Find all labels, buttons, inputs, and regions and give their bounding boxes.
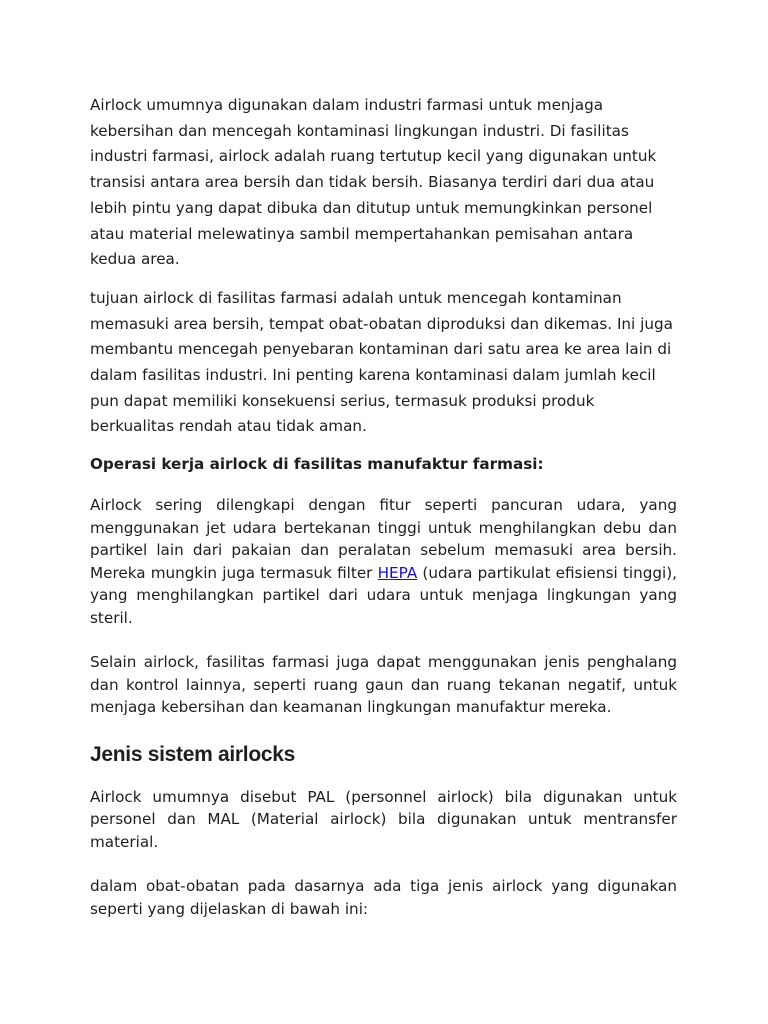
- purpose-paragraph: tujuan airlock di fasilitas farmasi adalah untuk mencegah kontaminan memasuki area bersih, tempat obat-obatan diproduksi dan dikemas. Ini juga membantu mencegah penyebaran kontaminan dari satu area ke area lain di dalam fasilitas industri. Ini penting karena kontaminasi dalam jumlah kecil pun dapat memiliki konsekuensi serius, termasuk produksi produk berkualitas rendah atau tidak aman.: [90, 288, 673, 436]
- hepa-link[interactable]: HEPA: [377, 563, 418, 582]
- document-body: [90, 93, 677, 942]
- intro-paragraph: Airlock umumnya digunakan dalam industri farmasi untuk menjaga kebersihan dan mencegah kontaminasi lingkungan industri. Di fasilitas industri farmasi, airlock adalah ruang tertutup kecil yang digunakan untuk transisi antara area bersih dan tidak bersih. Biasanya terdiri dari dua atau lebih pintu yang dapat dibuka dan ditutup untuk memungkinkan personel atau material melewatinya sambil mempertahankan pemisahan antara kedua area.: [90, 96, 657, 269]
- section-subheading: Operasi kerja airlock di fasilitas manufaktur farmasi:: [90, 455, 544, 474]
- air-shower-text-before: Airlock sering dilengkapi dengan fitur seperti pancuran udara, yang menggunakan jet udara bertekanan tinggi untuk menghilangkan debu dan partikel lain dari pakaian dan peralatan sebelum memasuki area bersih. Mereka mungkin juga termasuk filter: [90, 496, 677, 582]
- air-shower-text-after: (udara partikulat efisiensi tinggi), yang menghilangkan partikel dari udara untuk menjaga lingkungan yang steril.: [90, 563, 678, 627]
- airlock-types-heading: Jenis sistem airlocks: [90, 742, 295, 766]
- air-shower-paragraph: [90, 494, 677, 629]
- other-barriers-paragraph: Selain airlock, fasilitas farmasi juga dapat menggunakan jenis penghalang dan kontrol lainnya, seperti ruang gaun dan ruang tekanan negatif, untuk menjaga kebersihan dan keamanan lingkungan manufaktur mereka.: [90, 653, 677, 717]
- three-types-paragraph: dalam obat-obatan pada dasarnya ada tiga jenis airlock yang digunakan seperti yang dijelaskan di bawah ini:: [90, 877, 677, 918]
- pal-mal-paragraph: Airlock umumnya disebut PAL (personnel airlock) bila digunakan untuk personel dan MAL (Material airlock) bila digunakan untuk mentransfer material.: [90, 787, 677, 851]
